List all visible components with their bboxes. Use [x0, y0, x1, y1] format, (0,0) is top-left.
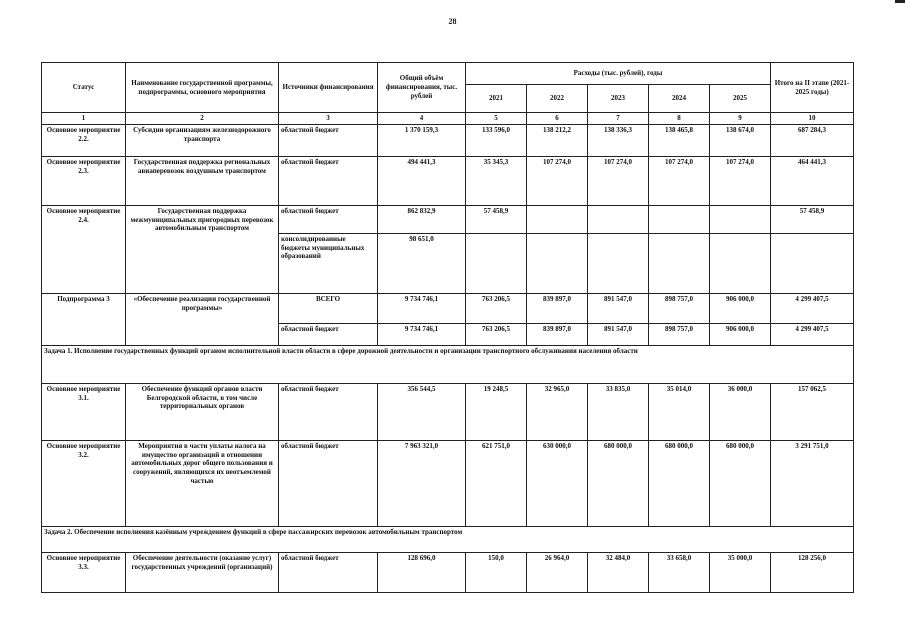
- row-source: областной бюджет: [279, 205, 378, 233]
- row-2023: 32 484,0: [588, 552, 649, 592]
- row-2023: 891 547,0: [588, 323, 649, 345]
- row-2024: 138 465,8: [649, 124, 710, 156]
- column-number: 7: [588, 113, 649, 125]
- table-row: [42, 205, 854, 233]
- row-status: Основное мероприятие 3.1.: [42, 383, 126, 440]
- row-total: 9 734 746,1: [378, 323, 466, 345]
- row-2021: [466, 233, 527, 293]
- table-row: [42, 293, 854, 323]
- row-2025: 138 674,0: [710, 124, 771, 156]
- row-2022: 839 897,0: [527, 323, 588, 345]
- row-total: 7 963 321,0: [378, 440, 466, 526]
- budget-table: [41, 62, 854, 593]
- row-2021: 763 206,5: [466, 323, 527, 345]
- row-2022: 138 212,2: [527, 124, 588, 156]
- row-2021: 763 206,5: [466, 293, 527, 323]
- header-year: 2025: [710, 85, 771, 113]
- row-source: областной бюджет: [279, 124, 378, 156]
- row-stage-total: 464 441,3: [771, 156, 854, 205]
- row-2025: 906 000,0: [710, 293, 771, 323]
- row-2021: 19 248,5: [466, 383, 527, 440]
- table-row: [42, 383, 854, 440]
- column-number: 2: [126, 113, 279, 125]
- row-stage-total: 4 299 407,5: [771, 323, 854, 345]
- row-2024: 35 014,0: [649, 383, 710, 440]
- header-year: 2021: [466, 85, 527, 113]
- row-total: 356 544,5: [378, 383, 466, 440]
- row-total: 9 734 746,1: [378, 293, 466, 323]
- row-2022: 839 897,0: [527, 293, 588, 323]
- row-2021: 35 345,3: [466, 156, 527, 205]
- row-2023: 891 547,0: [588, 293, 649, 323]
- header-year: 2024: [649, 85, 710, 113]
- header-name: Наименование государственной программы, подпрограммы, основного мероприятия: [126, 63, 279, 113]
- row-stage-total: 687 284,3: [771, 124, 854, 156]
- row-source: областной бюджет: [279, 383, 378, 440]
- row-2021: 57 458,9: [466, 205, 527, 233]
- row-total: 128 696,0: [378, 552, 466, 592]
- table-row: [42, 552, 854, 592]
- row-status: Подпрограмма 3: [42, 293, 126, 345]
- row-status: Основное мероприятие 2.4.: [42, 205, 126, 293]
- row-2025: 680 000,0: [710, 440, 771, 526]
- row-stage-total: 57 458,9: [771, 205, 854, 233]
- row-2025: [710, 205, 771, 233]
- row-2024: 898 757,0: [649, 323, 710, 345]
- task-title: Задача 2. Обеспечение исполнения казённым учреждением функций в сфере пассажирских перевозок автомобильным транспортом: [42, 526, 854, 552]
- row-stage-total: 4 299 407,5: [771, 293, 854, 323]
- page-number: 28: [448, 17, 457, 26]
- column-number: 5: [466, 113, 527, 125]
- row-2022: [527, 205, 588, 233]
- row-name: Субсидии организациям железнодорожного транспорта: [126, 124, 279, 156]
- row-2021: 150,0: [466, 552, 527, 592]
- row-2025: 107 274,0: [710, 156, 771, 205]
- scan-corner-mark: [895, 0, 905, 3]
- row-2023: 107 274,0: [588, 156, 649, 205]
- row-2024: 680 000,0: [649, 440, 710, 526]
- row-2022: 26 964,0: [527, 552, 588, 592]
- column-number: 10: [771, 113, 854, 125]
- header-year: 2023: [588, 85, 649, 113]
- row-name: «Обеспечение реализации государственной программы»: [126, 293, 279, 345]
- header-stage-total: Итого на II этапе (2021-2025 годы): [771, 63, 854, 113]
- row-2025: [710, 233, 771, 293]
- row-2022: 32 965,0: [527, 383, 588, 440]
- row-status: Основное мероприятие 2.3.: [42, 156, 126, 205]
- row-total: 494 441,3: [378, 156, 466, 205]
- column-number-row: [42, 113, 854, 125]
- row-stage-total: 157 062,5: [771, 383, 854, 440]
- row-name: Обеспечение деятельности (оказание услуг) государственных учреждений (организаций): [126, 552, 279, 592]
- row-status: Основное мероприятие 3.3.: [42, 552, 126, 592]
- row-2022: 630 000,0: [527, 440, 588, 526]
- column-number: 9: [710, 113, 771, 125]
- row-source: консолидированные бюджеты муниципальных образований: [279, 233, 378, 293]
- row-2023: 33 835,0: [588, 383, 649, 440]
- row-name: Государственная поддержка региональных авиаперевозок воздушным транспортом: [126, 156, 279, 205]
- column-number: 6: [527, 113, 588, 125]
- column-number: 3: [279, 113, 378, 125]
- row-status: Основное мероприятие 2.2.: [42, 124, 126, 156]
- row-2024: [649, 205, 710, 233]
- row-stage-total: [771, 233, 854, 293]
- header-year: 2022: [527, 85, 588, 113]
- row-2022: 107 274,0: [527, 156, 588, 205]
- row-status: Основное мероприятие 3.2.: [42, 440, 126, 526]
- row-2024: 107 274,0: [649, 156, 710, 205]
- task-row: [42, 526, 854, 552]
- row-2023: 680 000,0: [588, 440, 649, 526]
- row-source: областной бюджет: [279, 156, 378, 205]
- row-stage-total: 3 291 751,0: [771, 440, 854, 526]
- row-2021: 621 751,0: [466, 440, 527, 526]
- row-2024: [649, 233, 710, 293]
- row-source: ВСЕГО: [279, 293, 378, 323]
- row-2024: 898 757,0: [649, 293, 710, 323]
- row-name: Государственная поддержка межмуниципальных пригородных перевозок автомобильным транспортом: [126, 205, 279, 293]
- row-2023: 138 336,3: [588, 124, 649, 156]
- row-stage-total: 128 256,0: [771, 552, 854, 592]
- header-expenses: Расходы (тыс. рублей), годы: [466, 63, 771, 85]
- table-row: [42, 156, 854, 205]
- row-2025: 35 000,0: [710, 552, 771, 592]
- header-status: Статус: [42, 63, 126, 113]
- header-total: Общий объём финансирования, тыс. рублей: [378, 63, 466, 113]
- row-name: Мероприятия в части уплаты налога на имущество организаций в отношении автомобильных дорог общего пользования и сооружений, являющихся их неотъемлемой частью: [126, 440, 279, 526]
- table-row: [42, 440, 854, 526]
- row-total: 862 832,9: [378, 205, 466, 233]
- row-source: областной бюджет: [279, 552, 378, 592]
- row-total: 1 370 159,3: [378, 124, 466, 156]
- task-row: [42, 345, 854, 383]
- row-2023: [588, 205, 649, 233]
- task-title: Задача 1. Исполнение государственных функций органом исполнительной власти области в сфере дорожной деятельности и организации транспортного обслуживания населения области: [42, 345, 854, 383]
- row-2025: 906 000,0: [710, 323, 771, 345]
- column-number: 4: [378, 113, 466, 125]
- column-number: 1: [42, 113, 126, 125]
- header-sources: Источники финансирования: [279, 63, 378, 113]
- row-2021: 133 596,0: [466, 124, 527, 156]
- row-2025: 36 000,0: [710, 383, 771, 440]
- row-name: Обеспечение функций органов власти Белгородской области, в том числе территориальных органов: [126, 383, 279, 440]
- row-source: областной бюджет: [279, 440, 378, 526]
- column-number: 8: [649, 113, 710, 125]
- table-row: [42, 124, 854, 156]
- row-total: 98 651,0: [378, 233, 466, 293]
- row-2024: 33 658,0: [649, 552, 710, 592]
- row-2023: [588, 233, 649, 293]
- row-source: областной бюджет: [279, 323, 378, 345]
- row-2022: [527, 233, 588, 293]
